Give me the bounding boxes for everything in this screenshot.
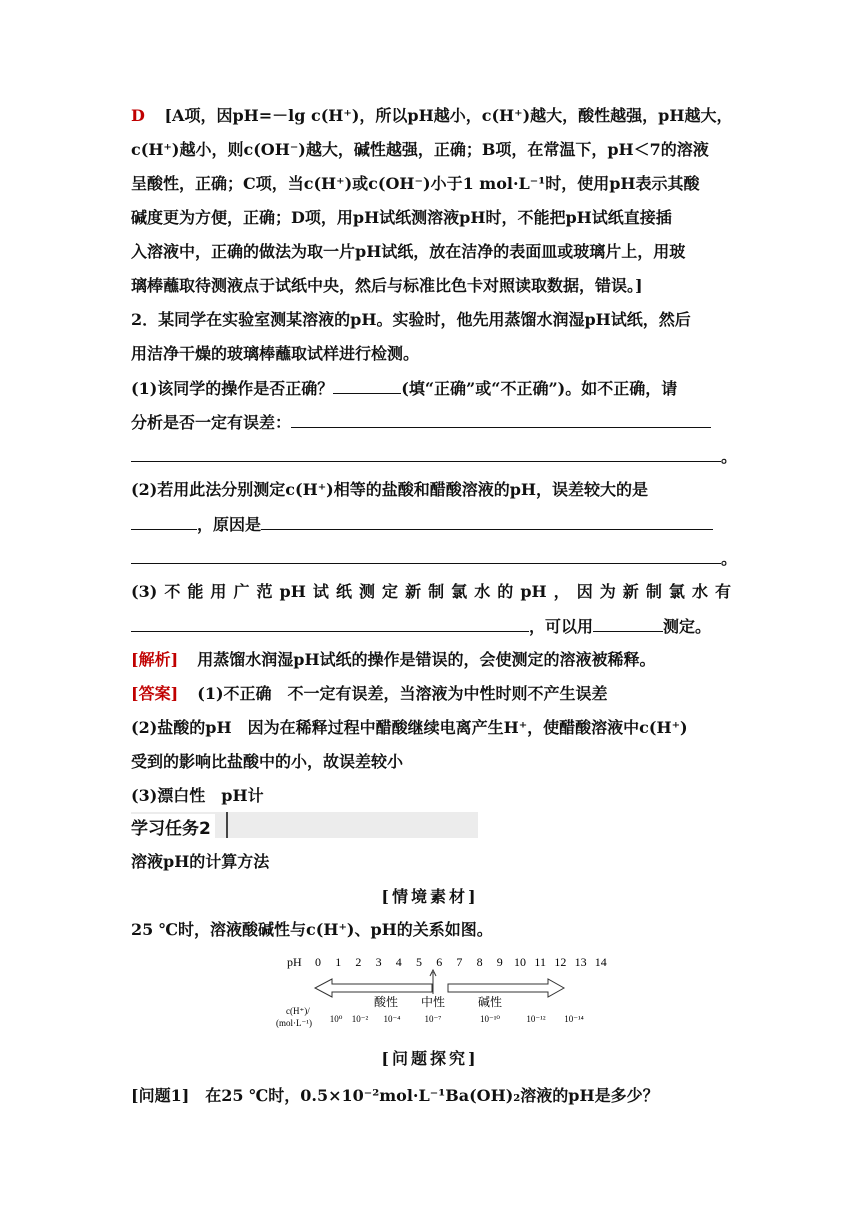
q2-part2-line2 [131,513,713,536]
scenario-heading: [情境素材] [381,887,479,906]
ph-tick-7: 7 [456,955,463,969]
blank-correctness[interactable] [333,377,401,394]
answer1-line4: 碱度更为方便，正确；D项，用pH试纸测溶液pH时，不能把pH试纸直接插 [131,208,672,227]
ch-value-1: 10⁻² [351,1014,369,1024]
answer-letter: D [131,106,145,125]
answers-line1 [131,683,608,705]
blank-chlorine-property[interactable] [131,615,529,632]
analysis-line [131,649,656,671]
ph-tick-3: 3 [375,955,382,969]
ch-value-3: 10⁻⁷ [424,1014,442,1024]
neutral-label: 中性 [421,995,446,1009]
scenario-text: 25 ℃时，溶液酸碱性与c(H⁺)、pH的关系如图。 [131,920,493,939]
q2-part1-prompt: (1)该同学的操作是否正确？ [131,379,334,398]
answer-part2-line2: 受到的影响比盐酸中的小，故误差较小 [131,752,404,771]
q2-part3-prompt: (3)不能用广范pH试纸测定新制氯水的pH，因为新制氯水有 [131,582,731,601]
answers-tag: [答案] [131,684,179,703]
answer1-line6: 璃棒蘸取待测液点于试纸中央，然后与标准比色卡对照读取数据，错误。] [131,276,643,295]
blank-larger-error[interactable] [131,513,197,530]
base-label: 碱性 [478,995,503,1009]
q2-part2-line1: (2)若用此法分别测定c(H⁺)相等的盐酸和醋酸溶液的pH，误差较大的是 [131,480,649,499]
ph-tick-labels [315,955,607,969]
ch-axis-label-2: (mol·L⁻¹) [276,1018,312,1028]
ph-tick-8: 8 [476,955,483,969]
blank-reason[interactable] [261,513,713,530]
blank-instrument[interactable] [593,615,663,632]
inquiry-heading: [问题探究] [381,1049,479,1068]
end-mark: 。 [721,447,738,466]
ch-value-5: 10⁻¹² [526,1014,546,1024]
ph-tick-9: 9 [496,955,503,969]
answer1-line2: c(H⁺)越小，则c(OH⁻)越大，碱性越强，正确；B项，在常温下，pH＜7的溶液 [131,140,709,159]
q2-part3-line1 [131,581,731,603]
end-mark-2: 。 [721,549,738,568]
ph-scale-figure [270,948,610,1030]
answer-part2-line1: (2)盐酸的pH 因为在稀释过程中醋酸继续电离产生H⁺，使醋酸溶液中c(H⁺) [131,718,688,737]
ph-axis-label: pH [287,955,302,969]
ch-axis-label-1: c(H⁺)/ [286,1006,310,1016]
answer-part3: (3)漂白性 pH计 [131,786,264,805]
ch-value-0: 10⁰ [329,1014,343,1024]
acid-label: 酸性 [374,995,399,1009]
q2-part3-alt: ，可以用 [529,617,594,636]
ch-value-labels [330,1014,584,1024]
ch-value-2: 10⁻⁴ [383,1014,401,1024]
q2-line2: 用洁净干燥的玻璃棒蘸取试样进行检测。 [131,344,420,363]
task-subtitle: 溶液pH的计算方法 [131,852,270,871]
ph-tick-12: 12 [554,955,567,969]
q2-part1-hint: (填“正确”或“不正确”)。如不正确，请 [401,379,678,398]
answer1-line1 [131,105,733,127]
q2-part2-reason-prompt: ，原因是 [197,515,262,534]
answer-part1: (1)不正确 不一定有误差，当溶液为中性时则不产生误差 [197,684,608,703]
ph-tick-13: 13 [574,955,587,969]
ph-tick-1: 1 [335,955,342,969]
ph-tick-5: 5 [416,955,422,969]
q2-part1-line2 [131,411,711,434]
ph-tick-6: 6 [436,955,443,969]
answer1-text-1: [A项，因pH=－lg c(H⁺)，所以pH越小，c(H⁺)越大，酸性越强，pH越大， [164,106,733,125]
ph-tick-0: 0 [315,955,321,969]
ph-tick-14: 14 [594,955,607,969]
question1: [问题1] 在25 ℃时，0.5×10⁻²mol·L⁻¹Ba(OH)₂溶液的pH是多少？ [131,1086,659,1105]
ch-value-4: 10⁻¹⁰ [479,1014,501,1024]
analysis-tag: [解析] [131,650,179,669]
q2-part3-line2 [131,615,711,638]
ch-value-6: 10⁻¹⁴ [564,1014,584,1024]
answer1-line5: 入溶液中，正确的做法为取一片pH试纸，放在洁净的表面皿或玻璃片上，用玻 [131,242,686,261]
blank-error-analysis-cont[interactable] [131,445,721,462]
ph-tick-11: 11 [534,955,546,969]
answer1-line3: 呈酸性，正确；C项，当c(H⁺)或c(OH⁻)小于1 mol·L⁻¹时，使用pH表示其酸 [131,174,700,193]
q2-line1: 2．某同学在实验室测某溶液的pH。实验时，他先用蒸馏水润湿pH试纸，然后 [131,310,691,329]
q2-part3-end: 测定。 [663,617,712,636]
blank-error-analysis[interactable] [291,411,711,428]
task-label: 学习任务2 [131,814,215,839]
ph-tick-4: 4 [395,955,402,969]
ph-tick-10: 10 [514,955,526,969]
base-arrow-icon [448,979,564,997]
analysis-text: 用蒸馏水润湿pH试纸的操作是错误的，会使测定的溶液被稀释。 [197,650,656,669]
q2-part1-line3 [131,445,737,468]
ph-tick-2: 2 [355,955,362,969]
blank-reason-cont[interactable] [131,547,721,564]
q2-part1-error-prompt: 分析是否一定有误差： [131,413,292,432]
q2-part1-line [131,377,677,400]
task-header-divider [226,812,228,838]
q2-part2-line3 [131,547,737,570]
